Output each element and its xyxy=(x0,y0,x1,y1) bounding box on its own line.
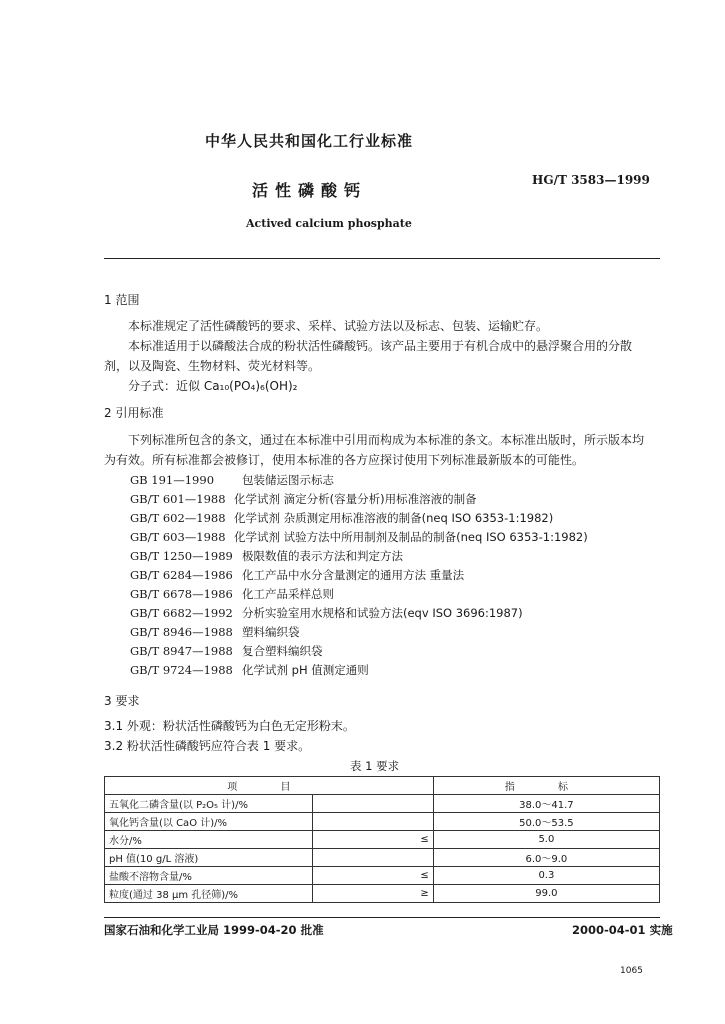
section-1-para-2b: 剂，以及陶瓷、生物材料、荧光材料等。 xyxy=(104,359,321,373)
table-cell-comparator: ≤ xyxy=(313,831,434,849)
table-row xyxy=(105,813,660,831)
table-row xyxy=(105,849,660,867)
footer-divider xyxy=(104,917,660,918)
english-title: Actived calcium phosphate xyxy=(246,217,412,230)
approval-line: 国家石油和化学工业局 1999-04-20 批准 xyxy=(104,923,324,937)
table-cell-comparator xyxy=(313,795,434,813)
table-cell-comparator xyxy=(313,813,434,831)
section-1-heading: 1 范围 xyxy=(104,293,140,307)
reference-item: GB/T 602—1988 化学试剂 杂质测定用标准溶液的制备(neq ISO 6353-1:1982) xyxy=(130,511,554,525)
reference-item: GB 191—1990 包装储运图示标志 xyxy=(130,473,334,487)
table-row xyxy=(105,795,660,813)
table-cell-comparator: ≤ xyxy=(313,867,434,885)
table-cell-value: 5.0 xyxy=(433,831,659,849)
table-cell-item: 盐酸不溶物含量/% xyxy=(105,867,313,885)
table-header-row xyxy=(105,777,660,795)
section-3-para-2: 3.2 粉状活性磷酸钙应符合表 1 要求。 xyxy=(104,739,311,753)
implementation-date: 2000-04-01 实施 xyxy=(572,923,673,937)
table-cell-value: 6.0～9.0 xyxy=(433,849,659,867)
reference-item: GB/T 9724—1988 化学试剂 pH 值测定通则 xyxy=(130,663,369,677)
table-cell-item: 水分/% xyxy=(105,831,313,849)
section-2-heading: 2 引用标准 xyxy=(104,406,164,420)
column-header-item: 项 目 xyxy=(105,777,434,795)
table-cell-value: 0.3 xyxy=(433,867,659,885)
section-3-para-1: 3.1 外观：粉状活性磷酸钙为白色无定形粉末。 xyxy=(104,719,355,733)
table-row xyxy=(105,885,660,903)
table-cell-item: pH 值(10 g/L 溶液) xyxy=(105,849,313,867)
section-1-para-2a: 本标准适用于以磷酸法合成的粉状活性磷酸钙。该产品主要用于有机合成中的悬浮聚合用的分散 xyxy=(128,339,633,353)
table-cell-item: 粒度(通过 38 μm 孔径筛)/% xyxy=(105,885,313,903)
reference-item: GB/T 6678—1986 化工产品采样总则 xyxy=(130,587,334,601)
standard-code: HG/T 3583—1999 xyxy=(532,173,650,187)
reference-item: GB/T 1250—1989 极限数值的表示方法和判定方法 xyxy=(130,549,403,563)
reference-item: GB/T 603—1988 化学试剂 试验方法中所用制剂及制品的制备(neq ISO 6353-1:1982) xyxy=(130,530,588,544)
table-cell-item: 氧化钙含量(以 CaO 计)/% xyxy=(105,813,313,831)
header-divider xyxy=(104,258,660,259)
table-row xyxy=(105,867,660,885)
molecular-formula: 分子式：近似 Ca₁₀(PO₄)₆(OH)₂ xyxy=(128,379,298,393)
section-3-heading: 3 要求 xyxy=(104,694,140,708)
table-cell-item: 五氧化二磷含量(以 P₂O₅ 计)/% xyxy=(105,795,313,813)
table-cell-value: 99.0 xyxy=(433,885,659,903)
standard-org-title: 中华人民共和国化工行业标准 xyxy=(205,132,414,150)
table-row xyxy=(105,831,660,849)
reference-item: GB/T 8946—1988 塑料编织袋 xyxy=(130,625,300,639)
table-cell-value: 50.0～53.5 xyxy=(433,813,659,831)
column-header-value: 指 标 xyxy=(433,777,659,795)
table-caption: 表 1 要求 xyxy=(350,759,400,773)
reference-item: GB/T 6682—1992 分析实验室用水规格和试验方法(eqv ISO 3696:1987) xyxy=(130,606,523,620)
page-number: 1065 xyxy=(620,966,643,976)
table-cell-value: 38.0～41.7 xyxy=(433,795,659,813)
section-2-para-1a: 下列标准所包含的条文，通过在本标准中引用而构成为本标准的条文。本标准出版时，所示版本均 xyxy=(128,433,645,447)
reference-item: GB/T 8947—1988 复合塑料编织袋 xyxy=(130,644,323,658)
requirements-table xyxy=(104,776,660,903)
table-cell-comparator xyxy=(313,849,434,867)
section-1-para-1: 本标准规定了活性磷酸钙的要求、采样、试验方法以及标志、包装、运输贮存。 xyxy=(128,319,549,333)
section-2-para-1b: 为有效。所有标准都会被修订，使用本标准的各方应探讨使用下列标准最新版本的可能性。 xyxy=(104,453,585,467)
reference-item: GB/T 601—1988 化学试剂 滴定分析(容量分析)用标准溶液的制备 xyxy=(130,492,477,506)
table-cell-comparator: ≥ xyxy=(313,885,434,903)
document-title: 活性磷酸钙 xyxy=(252,181,368,200)
reference-item: GB/T 6284—1986 化工产品中水分含量测定的通用方法 重量法 xyxy=(130,568,465,582)
